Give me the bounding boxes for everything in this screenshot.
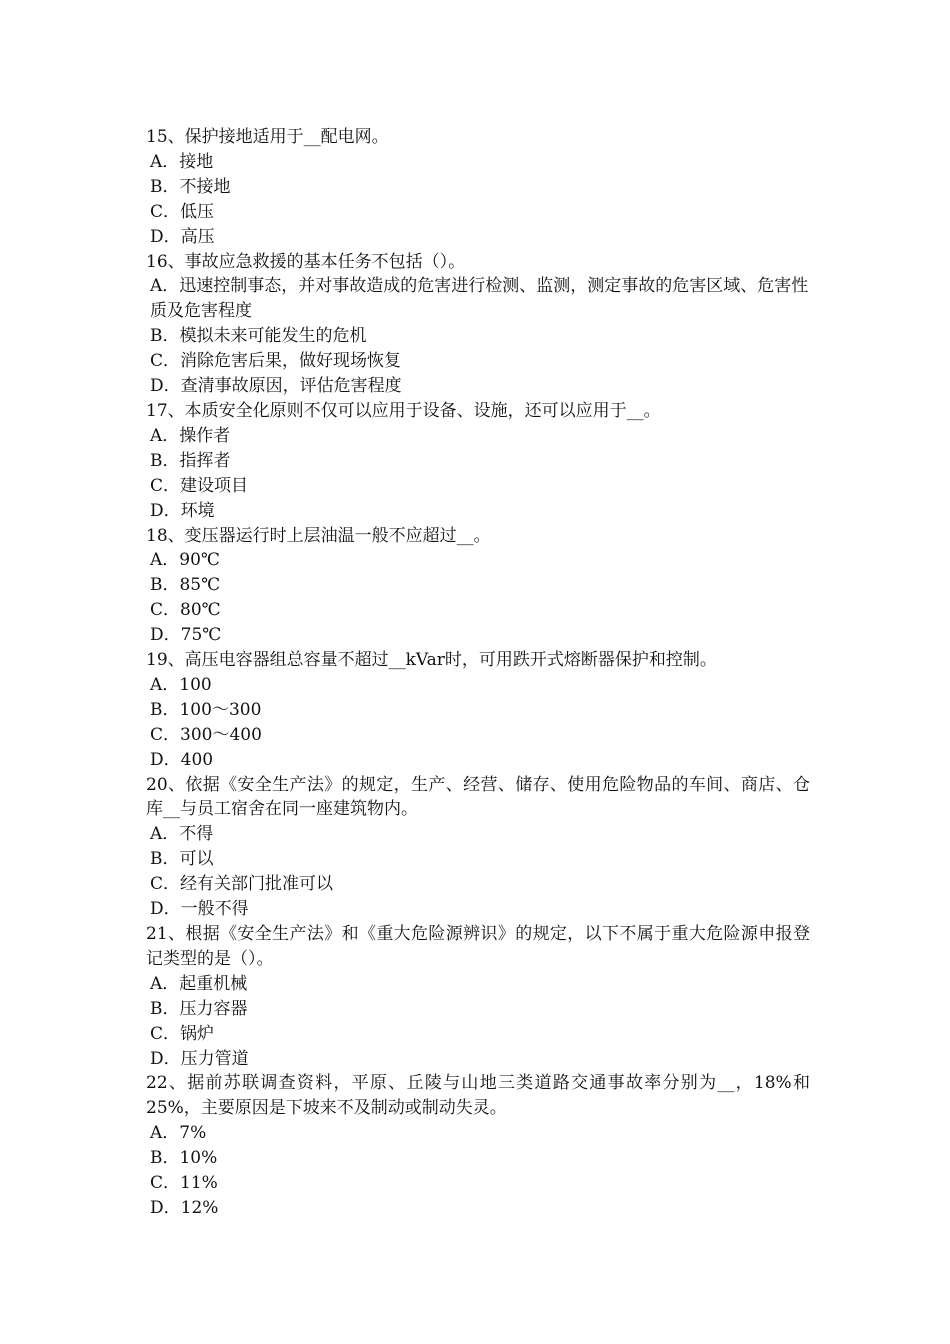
question-18	[146, 524, 810, 649]
option-b: B．85℃	[150, 575, 221, 596]
question-17	[146, 399, 810, 524]
question-stem: 21、根据《安全生产法》和《重大危险源辨识》的规定，以下不属于重大危险源申报登记类型的是（）。	[146, 924, 810, 969]
option-b: B．指挥者	[150, 450, 231, 471]
option-d: D．查清事故原因，评估危害程度	[150, 376, 402, 397]
option-d: D．压力管道	[150, 1048, 249, 1069]
option-b: B．模拟未来可能发生的危机	[150, 326, 367, 347]
question-stem: 22、据前苏联调查资料，平原、丘陵与山地三类道路交通事故率分别为__，18%和25%，主要原因是下坡来不及制动或制动失灵。	[146, 1073, 810, 1119]
option-d: D．高压	[150, 226, 215, 247]
question-stem: 20、依据《安全生产法》的规定，生产、经营、储存、使用危险物品的车间、商店、仓库__与员工宿舍在同一座建筑物内。	[146, 774, 810, 820]
option-a: A．操作者	[150, 425, 231, 446]
question-stem: 19、高压电容器组总容量不超过__kVar时，可用跌开式熔断器保护和控制。	[146, 650, 717, 671]
question-stem: 15、保护接地适用于__配电网。	[146, 127, 389, 147]
option-b: B．压力容器	[150, 998, 248, 1019]
question-stem: 18、变压器运行时上层油温一般不应超过__。	[146, 525, 491, 546]
option-d: D．400	[150, 749, 214, 770]
option-c: C．11%	[150, 1173, 218, 1194]
document-page	[146, 125, 810, 1221]
question-19	[146, 648, 810, 773]
option-b: B．不接地	[150, 176, 231, 197]
option-a: A．接地	[150, 151, 214, 172]
option-a: A．不得	[150, 824, 214, 845]
question-stem: 16、事故应急救援的基本任务不包括（）。	[146, 251, 466, 272]
question-16	[146, 250, 810, 399]
option-c: C．经有关部门批准可以	[150, 874, 334, 895]
option-a: A．迅速控制事态，并对事故造成的危害进行检测、监测，测定事故的危害区域、危害性质及危害程度	[150, 276, 809, 322]
option-d: D．环境	[150, 500, 215, 521]
option-c: C．消除危害后果，做好现场恢复	[150, 351, 402, 372]
option-c: C．低压	[150, 201, 215, 222]
question-22	[146, 1071, 810, 1220]
question-21	[146, 922, 810, 1071]
option-c: C．建设项目	[150, 475, 249, 496]
question-15	[146, 125, 810, 250]
question-stem: 17、本质安全化原则不仅可以应用于设备、设施，还可以应用于__。	[146, 400, 661, 421]
option-d: D．12%	[150, 1197, 219, 1218]
option-c: C．80℃	[150, 600, 221, 621]
option-b: B．10%	[150, 1148, 218, 1169]
option-b: B．可以	[150, 849, 214, 870]
option-a: A．起重机械	[150, 973, 248, 994]
option-d: D．75℃	[150, 625, 222, 646]
option-a: A．90℃	[150, 550, 220, 571]
option-a: A．100	[150, 674, 212, 695]
question-20	[146, 773, 810, 922]
option-c: C．锅炉	[150, 1023, 215, 1044]
option-d: D．一般不得	[150, 899, 249, 920]
option-a: A．7%	[150, 1123, 207, 1144]
option-b: B．100～300	[150, 699, 262, 720]
option-c: C．300～400	[150, 724, 262, 745]
